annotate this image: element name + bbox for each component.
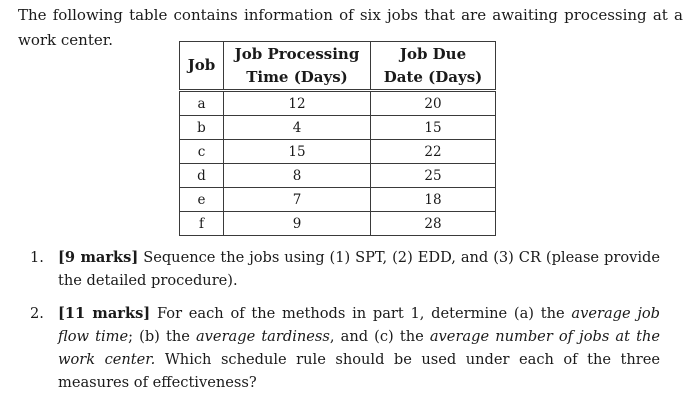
cell-processing-time: 15 xyxy=(224,140,371,164)
cell-due-date: 25 xyxy=(371,164,496,188)
question-text: Sequence the jobs using (1) SPT, (2) EDD, and (3) CR (please provide the detailed procedure). xyxy=(58,249,660,289)
cell-due-date: 15 xyxy=(371,116,496,140)
header-job: Job xyxy=(180,42,224,91)
table-row xyxy=(180,116,496,140)
emphasis-average-number-of-jobs: average number of jobs at the work center. xyxy=(58,328,660,368)
question-text-part-c: , and (c) the xyxy=(329,328,424,345)
cell-job: d xyxy=(180,164,224,188)
table-row xyxy=(180,91,496,116)
cell-job: b xyxy=(180,116,224,140)
cell-processing-time: 12 xyxy=(224,91,371,116)
header-processing-time-line1: Job Processing xyxy=(234,44,360,63)
cell-processing-time: 8 xyxy=(224,164,371,188)
question-number: 2. xyxy=(30,305,44,322)
header-due-date xyxy=(371,42,496,91)
table-row xyxy=(180,164,496,188)
question-marks: [11 marks] xyxy=(58,305,151,322)
cell-due-date: 20 xyxy=(371,91,496,116)
cell-processing-time: 4 xyxy=(224,116,371,140)
cell-due-date: 28 xyxy=(371,212,496,236)
question-text-part-d: Which schedule rule should be used under each of the three measures of effectiveness? xyxy=(58,351,660,391)
header-processing-time xyxy=(224,42,371,91)
question-marks: [9 marks] xyxy=(58,249,139,266)
table-row xyxy=(180,212,496,236)
jobs-table xyxy=(179,41,496,236)
header-processing-time-line2: Time (Days) xyxy=(246,67,348,86)
question-list xyxy=(30,246,660,394)
question-text-part-b: ; (b) the xyxy=(128,328,190,345)
intro-paragraph: The following table contains information of six jobs that are awaiting processing at a work center. xyxy=(18,6,683,49)
cell-job: f xyxy=(180,212,224,236)
header-due-date-line1: Job Due xyxy=(399,44,467,63)
cell-processing-time: 9 xyxy=(224,212,371,236)
cell-job: a xyxy=(180,91,224,116)
question-number: 1. xyxy=(30,249,44,266)
header-due-date-line2: Date (Days) xyxy=(383,67,483,86)
question-text-part-a: For each of the methods in part 1, determine (a) the xyxy=(156,305,565,322)
cell-due-date: 18 xyxy=(371,188,496,212)
emphasis-average-job-flow-time: average job flow time xyxy=(58,305,661,345)
table-row xyxy=(180,140,496,164)
cell-job: c xyxy=(180,140,224,164)
cell-job: e xyxy=(180,188,224,212)
question-1 xyxy=(30,246,660,292)
question-2 xyxy=(30,302,660,394)
table-row xyxy=(180,188,496,212)
emphasis-average-tardiness: average tardiness xyxy=(195,328,330,345)
cell-due-date: 22 xyxy=(371,140,496,164)
cell-processing-time: 7 xyxy=(224,188,371,212)
table-header-row xyxy=(180,42,496,91)
